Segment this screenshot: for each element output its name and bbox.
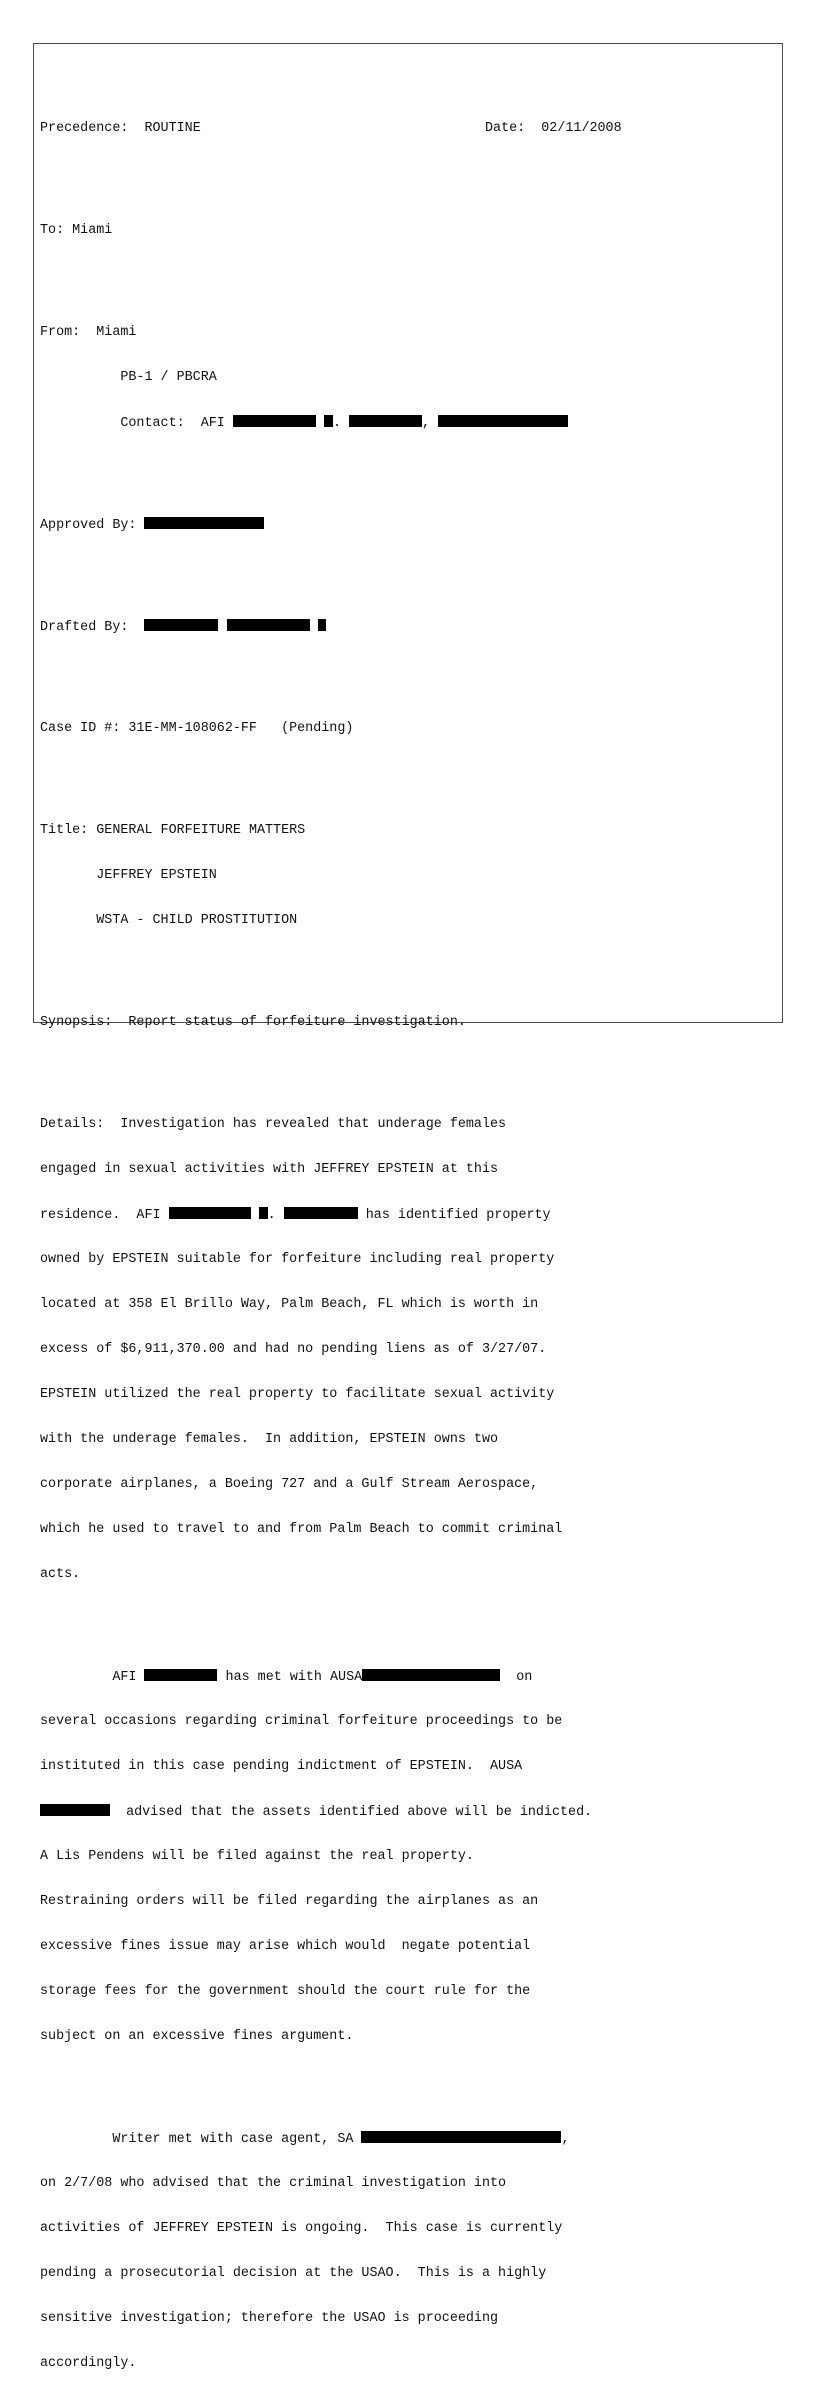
- details-line: pending a prosecutorial decision at the USAO. This is a highly: [40, 2266, 547, 2281]
- redaction-bar: [349, 415, 422, 427]
- date-field: [485, 121, 622, 136]
- title-line: [40, 823, 780, 838]
- details-line: instituted in this case pending indictment of EPSTEIN. AUSA: [40, 1759, 523, 1774]
- from-label: From:: [40, 325, 81, 340]
- precedence-label: Precedence:: [40, 121, 129, 136]
- redaction-bar: [144, 1669, 217, 1681]
- redaction-bar: [169, 1207, 251, 1219]
- redaction-bar: [361, 2131, 561, 2143]
- drafted-line: [40, 619, 780, 634]
- from-sub: PB-1 / PBCRA: [120, 370, 217, 385]
- details-line: engaged in sexual activities with JEFFREY EPSTEIN at this: [40, 1162, 499, 1177]
- redaction-bar: [259, 1207, 268, 1219]
- title-value: GENERAL FORFEITURE MATTERS: [96, 823, 306, 838]
- approved-label: Approved By:: [40, 518, 137, 533]
- details-line: several occasions regarding criminal forfeiture proceedings to be: [40, 1714, 563, 1729]
- from-value: Miami: [96, 325, 137, 340]
- title-value: WSTA - CHILD PROSTITUTION: [96, 913, 298, 928]
- details-line: storage fees for the government should the court rule for the: [40, 1984, 531, 1999]
- redaction-bar: [227, 619, 310, 631]
- redaction-bar: [324, 415, 333, 427]
- details-line: activities of JEFFREY EPSTEIN is ongoing. This case is currently: [40, 2221, 563, 2236]
- title-label: Title:: [40, 823, 89, 838]
- details-line: subject on an excessive fines argument.: [40, 2029, 354, 2044]
- precedence-line: [40, 121, 780, 136]
- details-line: Restraining orders will be filed regarding the airplanes as an: [40, 1894, 539, 1909]
- contact-label: Contact:: [120, 416, 185, 431]
- approved-line: [40, 517, 780, 532]
- details-line: EPSTEIN utilized the real property to facilitate sexual activity: [40, 1387, 555, 1402]
- details-line: AFI has met with AUSA on: [112, 1670, 533, 1685]
- to-line: To: Miami: [40, 223, 113, 238]
- redaction-bar: [233, 415, 316, 427]
- details-line: advised that the assets identified above will be indicted.: [40, 1804, 780, 1819]
- details-line: corporate airplanes, a Boeing 727 and a Gulf Stream Aerospace,: [40, 1477, 539, 1492]
- drafted-label: Drafted By:: [40, 620, 129, 635]
- synopsis-line: Synopsis: Report status of forfeiture investigation.: [40, 1015, 466, 1030]
- details-line: located at 358 El Brillo Way, Palm Beach, FL which is worth in: [40, 1297, 539, 1312]
- document-body: [40, 76, 780, 2401]
- redaction-bar: [318, 619, 326, 631]
- details-line: A Lis Pendens will be filed against the real property.: [40, 1849, 474, 1864]
- case-id-line: Case ID #: 31E-MM-108062-FF (Pending): [40, 721, 354, 736]
- details-line: Writer met with case agent, SA ,: [112, 2132, 570, 2147]
- redaction-bar: [40, 1804, 110, 1816]
- details-line: residence. AFI . has identified property: [40, 1208, 551, 1223]
- redaction-bar: [284, 1207, 358, 1219]
- details-line: acts.: [40, 1567, 81, 1582]
- details-line: with the underage females. In addition, EPSTEIN owns two: [40, 1432, 499, 1447]
- from-sub-line: [40, 370, 780, 385]
- precedence-value: ROUTINE: [144, 121, 201, 136]
- title-value: JEFFREY EPSTEIN: [96, 868, 217, 883]
- redaction-bar: [144, 619, 218, 631]
- date-label: Date:: [485, 121, 526, 136]
- redaction-bar: [144, 517, 264, 529]
- date-value: 02/11/2008: [541, 121, 622, 136]
- details-line: sensitive investigation; therefore the USAO is proceeding: [40, 2311, 499, 2326]
- details-line: Details: Investigation has revealed that underage females: [40, 1117, 507, 1132]
- details-line: on 2/7/08 who advised that the criminal investigation into: [40, 2176, 507, 2191]
- details-line: accordingly.: [40, 2356, 137, 2371]
- contact-prefix: AFI: [200, 416, 225, 431]
- contact-line: Contact: AFI . ,: [40, 415, 780, 430]
- title-line-3: [40, 913, 780, 928]
- redaction-bar: [362, 1669, 500, 1681]
- details-line: owned by EPSTEIN suitable for forfeiture including real property: [40, 1252, 555, 1267]
- details-line: excessive fines issue may arise which would negate potential: [40, 1939, 531, 1954]
- details-line: excess of $6,911,370.00 and had no pending liens as of 3/27/07.: [40, 1342, 547, 1357]
- redaction-bar: [438, 415, 568, 427]
- title-line-2: [40, 868, 780, 883]
- from-line: [40, 325, 780, 340]
- details-line: which he used to travel to and from Palm Beach to commit criminal: [40, 1522, 563, 1537]
